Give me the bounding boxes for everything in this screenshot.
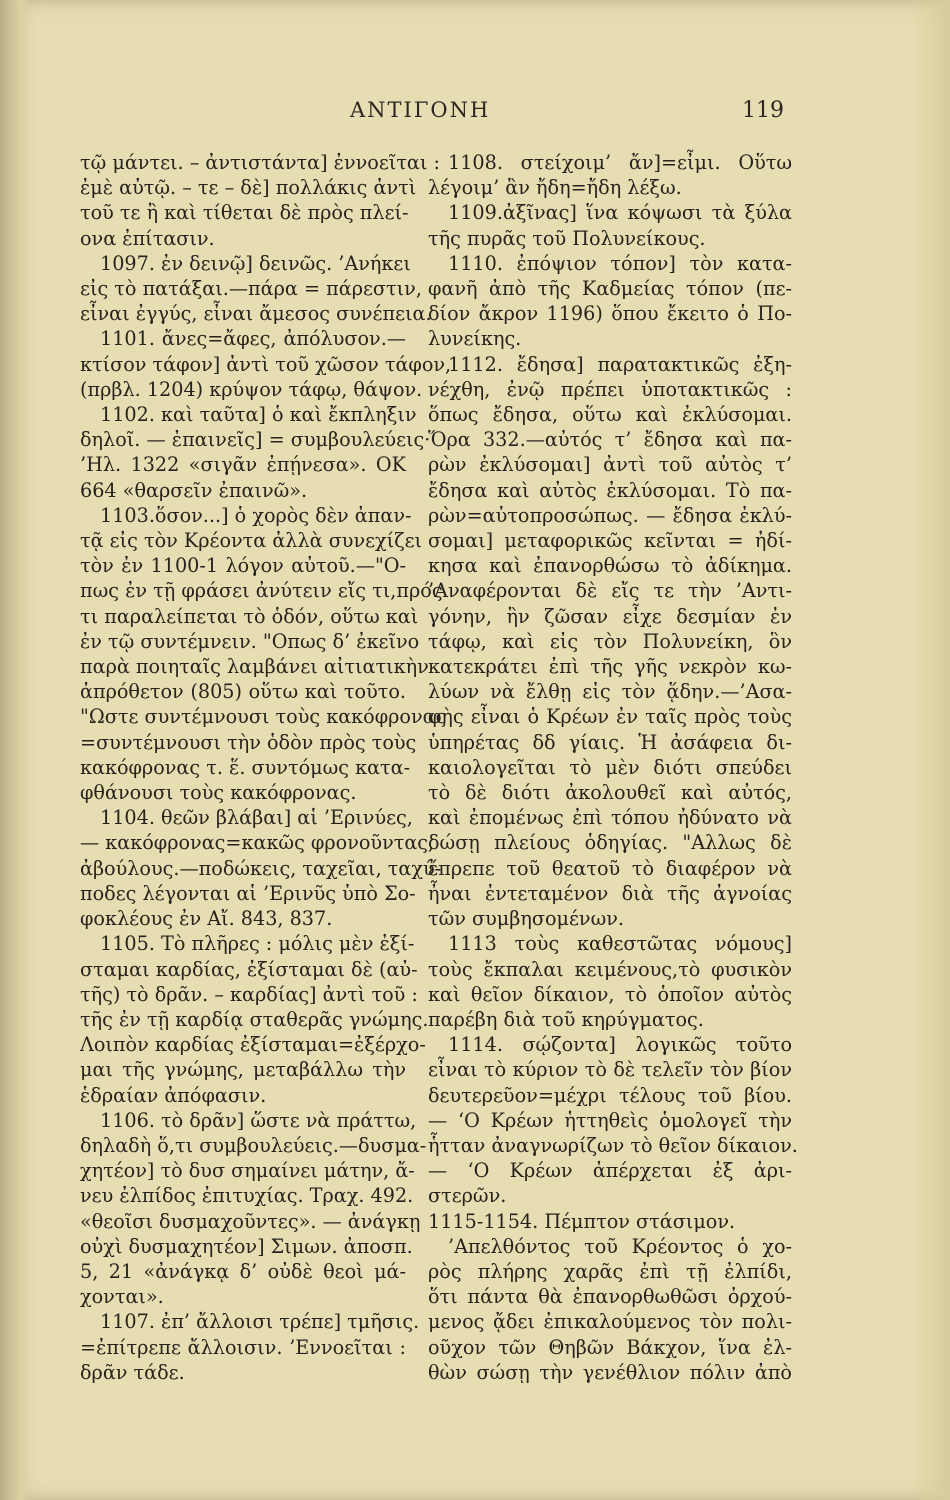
text-line: λύων νὰ ἔλθῃ εἰς τὸν ᾅδην.—’Ασα- (428, 680, 792, 704)
text-line: ’Απελθόντος τοῦ Κρέοντος ὁ χο- (448, 1234, 792, 1258)
text-line: παρὰ ποιηταῖς λαμβάνει αἰτιατικὴν (80, 655, 429, 679)
text-line: εἶναι τὸ κύριον τὸ δὲ τελεῖν τὸν βίον (428, 1058, 792, 1082)
text-line: 1106. τὸ δρᾶν] ὥστε νὰ πράττω, (100, 1108, 417, 1132)
text-line: — ‘Ο Κρέων ἡττηθεὶς ὁμολογεῖ τὴν (428, 1108, 792, 1132)
text-line: οὐχὶ δυσμαχητέον] Σιμων. ἀποσπ. (80, 1234, 413, 1258)
text-line: τῆς ἐν τῇ καρδίᾳ σταθερᾶς γνώμης. (80, 1007, 429, 1031)
text-line: καὶ ἐπομένως ἐπὶ τόπου ἠδύνατο νὰ (428, 806, 792, 830)
text-line: δώσῃ πλείους ὁδηγίας. "Αλλως δὲ (428, 831, 792, 855)
text-line: νευ ἐλπίδος ἐπιτυχίας. Τραχ. 492. (80, 1184, 414, 1208)
text-line: εἰς τὸ πατάξαι.—πάρα = πάρεστιν, (80, 277, 422, 301)
text-line: ἑδραίαν ἀπόφασιν. (80, 1083, 267, 1107)
text-line: κησα καὶ ἐπανορθώσω τὸ ἀδίκημα. (428, 554, 792, 578)
text-line: φθάνουσι τοὺς κακόφρονας. (80, 781, 357, 805)
text-line: ὅπως ἔδησα, οὕτω καὶ ἐκλύσομαι. (428, 403, 792, 427)
text-line: 1114. σῴζοντα] λογικῶς τοῦτο (448, 1033, 792, 1057)
text-line: λυνείκης. (428, 327, 522, 351)
text-line: κτίσον τάφον] ἀντὶ τοῦ χῶσον τάφον, (80, 352, 452, 376)
text-line: κακόφρονας τ. ἕ. συντόμως κατα- (80, 755, 411, 779)
text-line: παρέβη διὰ τοῦ κηρύγματος. (428, 1007, 704, 1031)
text-line: τῷ μάντει. – ἀντιστάντα] ἐννοεῖται : (80, 151, 440, 174)
text-line: ὑπηρέτας δδ γίαις. Ἡ ἀσάφεια δι- (428, 730, 792, 754)
text-line: χονται». (80, 1285, 164, 1309)
text-line: «θεοῖσι δυσμαχοῦντες». — ἀνάγκῃ (80, 1209, 421, 1233)
text-line: ὅτι πάντα θὰ ἐπανορθωθῶσι ὀρχού- (428, 1285, 792, 1309)
text-line: τὸν ἐν 1100-1 λόγον αὐτοῦ.—"Ο- (80, 554, 406, 578)
book-spine-shadow (0, 0, 30, 1500)
text-line: 1102. καὶ ταῦτα] ὁ καὶ ἔκπληξιν (100, 403, 417, 427)
text-line: δίον ἄκρον 1196) ὅπου ἔκειτο ὁ Πο- (428, 302, 792, 326)
text-line: σταμαι καρδίας, ἐξίσταμαι δὲ (αὐ- (80, 957, 418, 981)
page-number: 119 (742, 98, 784, 123)
text-line: ἧτταν ἀναγνωρίζων τὸ θεῖον δίκαιον. (428, 1133, 798, 1157)
text-line: 1104. θεῶν βλάβαι] αἱ ’Ερινύες, (100, 806, 413, 830)
text-line: ’Αναφέρονται δὲ εἴς τε τὴν ’Αντι- (428, 579, 792, 603)
text-line: =συντέμνουσι τὴν ὁδὸν πρὸς τοὺς (80, 730, 417, 754)
text-line: ονα ἐπίτασιν. (80, 226, 215, 250)
commentary-right-column (428, 150, 798, 1385)
text-line: τῶν συμβησομένων. (428, 907, 624, 931)
text-line: 1101. ἄνες=ἄφες, ἀπόλυσον.— (100, 327, 406, 351)
text-line: Λοιπὸν καρδίας ἐξίσταμαι=ἐξέρχο- (80, 1033, 426, 1057)
text-line: 1109.ἀξῖνας] ἵνα κόψωσι τὰ ξύλα (448, 201, 792, 225)
text-line: δρᾶν τάδε. (80, 1360, 185, 1384)
text-line: 1105. Τὸ πλῆρες : μόλις μὲν ἐξί- (100, 932, 415, 956)
text-line: χητέον] τὸ δυσ σημαίνει μάτην, ἄ- (80, 1159, 415, 1183)
text-line: τοῦ τε ἢ καὶ τίθεται δὲ πρὸς πλεί- (80, 201, 409, 225)
text-line: ἔδησα καὶ αὐτὸς ἐκλύσομαι. Τὸ πα- (428, 478, 792, 502)
text-line: κατεκράτει ἐπὶ τῆς γῆς νεκρὸν κω- (428, 655, 792, 679)
text-line: τι παραλείπεται τὸ ὁδόν, οὕτω καὶ (80, 604, 419, 628)
text-line: — κακόφρονας=κακῶς φρονοῦντας, (80, 831, 435, 855)
text-line: — ‘Ο Κρέων ἀπέρχεται ἐξ ἀρι- (428, 1159, 792, 1183)
text-line: νέχθη, ἐνῷ πρέπει ὑποτακτικῶς : (428, 377, 792, 401)
text-line: =ἐπίτρεπε ἄλλοισιν. ’Εννοεῖται : (80, 1335, 406, 1359)
text-line: στερῶν. (428, 1184, 507, 1208)
running-title: ΑΝΤΙΓΟΝΗ (350, 98, 491, 122)
text-line: 1115-1154. Πέμπτον στάσιμον. (428, 1209, 736, 1233)
text-line: λέγοιμ’ ἂν ἤδη=ἤδη λέξω. (428, 176, 682, 200)
text-line: ἔπρεπε τοῦ θεατοῦ τὸ διαφέρον νὰ (428, 856, 792, 880)
text-line: 5, 21 «ἀνάγκᾳ δ’ οὐδὲ θεοὶ μά- (80, 1259, 406, 1283)
text-line: φὴς εἶναι ὁ Κρέων ἐν ταῖς πρὸς τοὺς (428, 705, 792, 729)
text-line: ρὸς πλήρης χαρᾶς ἐπὶ τῇ ἐλπίδι, (428, 1259, 792, 1283)
text-line: ἦναι ἐντεταμένον διὰ τῆς ἀγνοίας (428, 881, 792, 905)
text-line: ρὼν ἐκλύσομαι] ἀντὶ τοῦ αὐτὸς τ’ (428, 453, 792, 477)
text-line: Ὅρα 332.—αὐτός τ’ ἔδησα καὶ πα- (428, 428, 792, 452)
running-head (0, 98, 950, 128)
text-line: ρὼν=αὐτοπροσώπως. — ἔδησα ἐκλύ- (428, 503, 792, 527)
text-line: 1113 τοὺς καθεστῶτας νόμους] (448, 932, 792, 956)
text-line: τοὺς ἔκπαλαι κειμένους,τὸ φυσικὸν (428, 957, 792, 981)
text-line: (πρβλ. 1204) κρύψον τάφῳ, θάψον. (80, 377, 423, 401)
text-line: δευτερεῦον=μέχρι τέλους τοῦ βίου. (428, 1083, 792, 1107)
text-line: καιολογεῖται τὸ μὲν διότι σπεύδει (428, 755, 792, 779)
text-line: 1107. ἐπ’ ἄλλοισι τρέπε] τμῆσις. (100, 1310, 420, 1334)
text-line: μαι τῆς γνώμης, μεταβάλλω τὴν (80, 1058, 406, 1082)
text-line: σομαι] μεταφορικῶς κεῖνται = ἠδί- (428, 529, 792, 553)
text-line: γόνην, ἣν ζῶσαν εἶχε δεσμίαν ἐν (428, 604, 792, 628)
text-line: δηλοῖ. — ἐπαινεῖς] = συμβουλεύεις· (80, 428, 431, 452)
text-line: θὼν σώσῃ τὴν γενέθλιον πόλιν ἀπὸ (428, 1360, 792, 1384)
text-line: ἀβούλους.—ποδώκεις, ταχεῖαι, ταχύ- (80, 856, 442, 880)
text-line: 1110. ἐπόψιον τόπον] τὸν κατα- (448, 251, 792, 275)
text-line: φανῆ ἀπὸ τῆς Καδμείας τόπον (πε- (428, 277, 792, 301)
text-line: τᾷ εἰς τὸν Κρέοντα ἀλλὰ συνεχίζει (80, 529, 423, 553)
text-line: ἐν τῷ συντέμνειν. "Οπως δ’ ἐκεῖνο (80, 629, 420, 653)
text-line: ἐμὲ αὐτῷ. – τε – δὲ] πολλάκις ἀντὶ (80, 176, 417, 200)
text-line: 1097. ἐν δεινῷ] δεινῶς. ’Ανήκει (100, 251, 411, 275)
text-line: ἀπρόθετον (805) οὕτω καὶ τοῦτο. (80, 680, 406, 704)
text-line: τάφῳ, καὶ εἰς τὸν Πολυνείκη, ὃν (428, 629, 792, 653)
text-line: "Ωστε συντέμνουσι τοὺς κακόφρονας (80, 705, 447, 729)
text-line: καὶ θεῖον δίκαιον, τὸ ὁποῖον αὐτὸς (428, 982, 792, 1006)
text-line: τὸ δὲ διότι ἀκολουθεῖ καὶ αὐτός, (428, 781, 792, 805)
text-line: τῆς πυρᾶς τοῦ Πολυνείκους. (428, 226, 706, 250)
text-line: οῦχον τῶν Θηβῶν Βάκχον, ἵνα ἐλ- (428, 1335, 792, 1359)
text-line: δηλαδὴ ὅ,τι συμβουλεύεις.—δυσμα- (80, 1133, 427, 1157)
text-line: τῆς) τὸ δρᾶν. – καρδίας] ἀντὶ τοῦ : (80, 982, 418, 1006)
text-line: 664 «θαρσεῖν ἐπαινῶ». (80, 478, 308, 502)
text-line: 1108. στείχοιμ’ ἄν]=εἶμι. Οὕτω (448, 151, 792, 174)
text-line: μενος ᾄδει ἐπικαλούμενος τὸν πολι- (428, 1310, 792, 1334)
page-edge-shading (910, 0, 950, 1500)
text-line: φοκλέους ἐν Αἴ. 843, 837. (80, 907, 333, 931)
text-line: 1103.ὅσον...] ὁ χορὸς δὲν ἀπαν- (100, 503, 412, 527)
text-line: πως ἐν τῇ φράσει ἀνύτειν εἴς τι,πρός (80, 579, 443, 603)
text-line: 1112. ἔδησα] παρατακτικῶς ἐξη- (448, 352, 792, 376)
commentary-left-column (80, 150, 452, 1385)
text-line: εἶναι ἐγγύς, εἶναι ἄμεσος συνέπεια. (80, 302, 432, 326)
text-line: ’Ηλ. 1322 «σιγᾶν ἐπῄνεσα». ΟΚ (80, 453, 406, 477)
text-line: ποδες λέγονται αἱ ’Ερινῦς ὑπὸ Σο- (80, 881, 416, 905)
